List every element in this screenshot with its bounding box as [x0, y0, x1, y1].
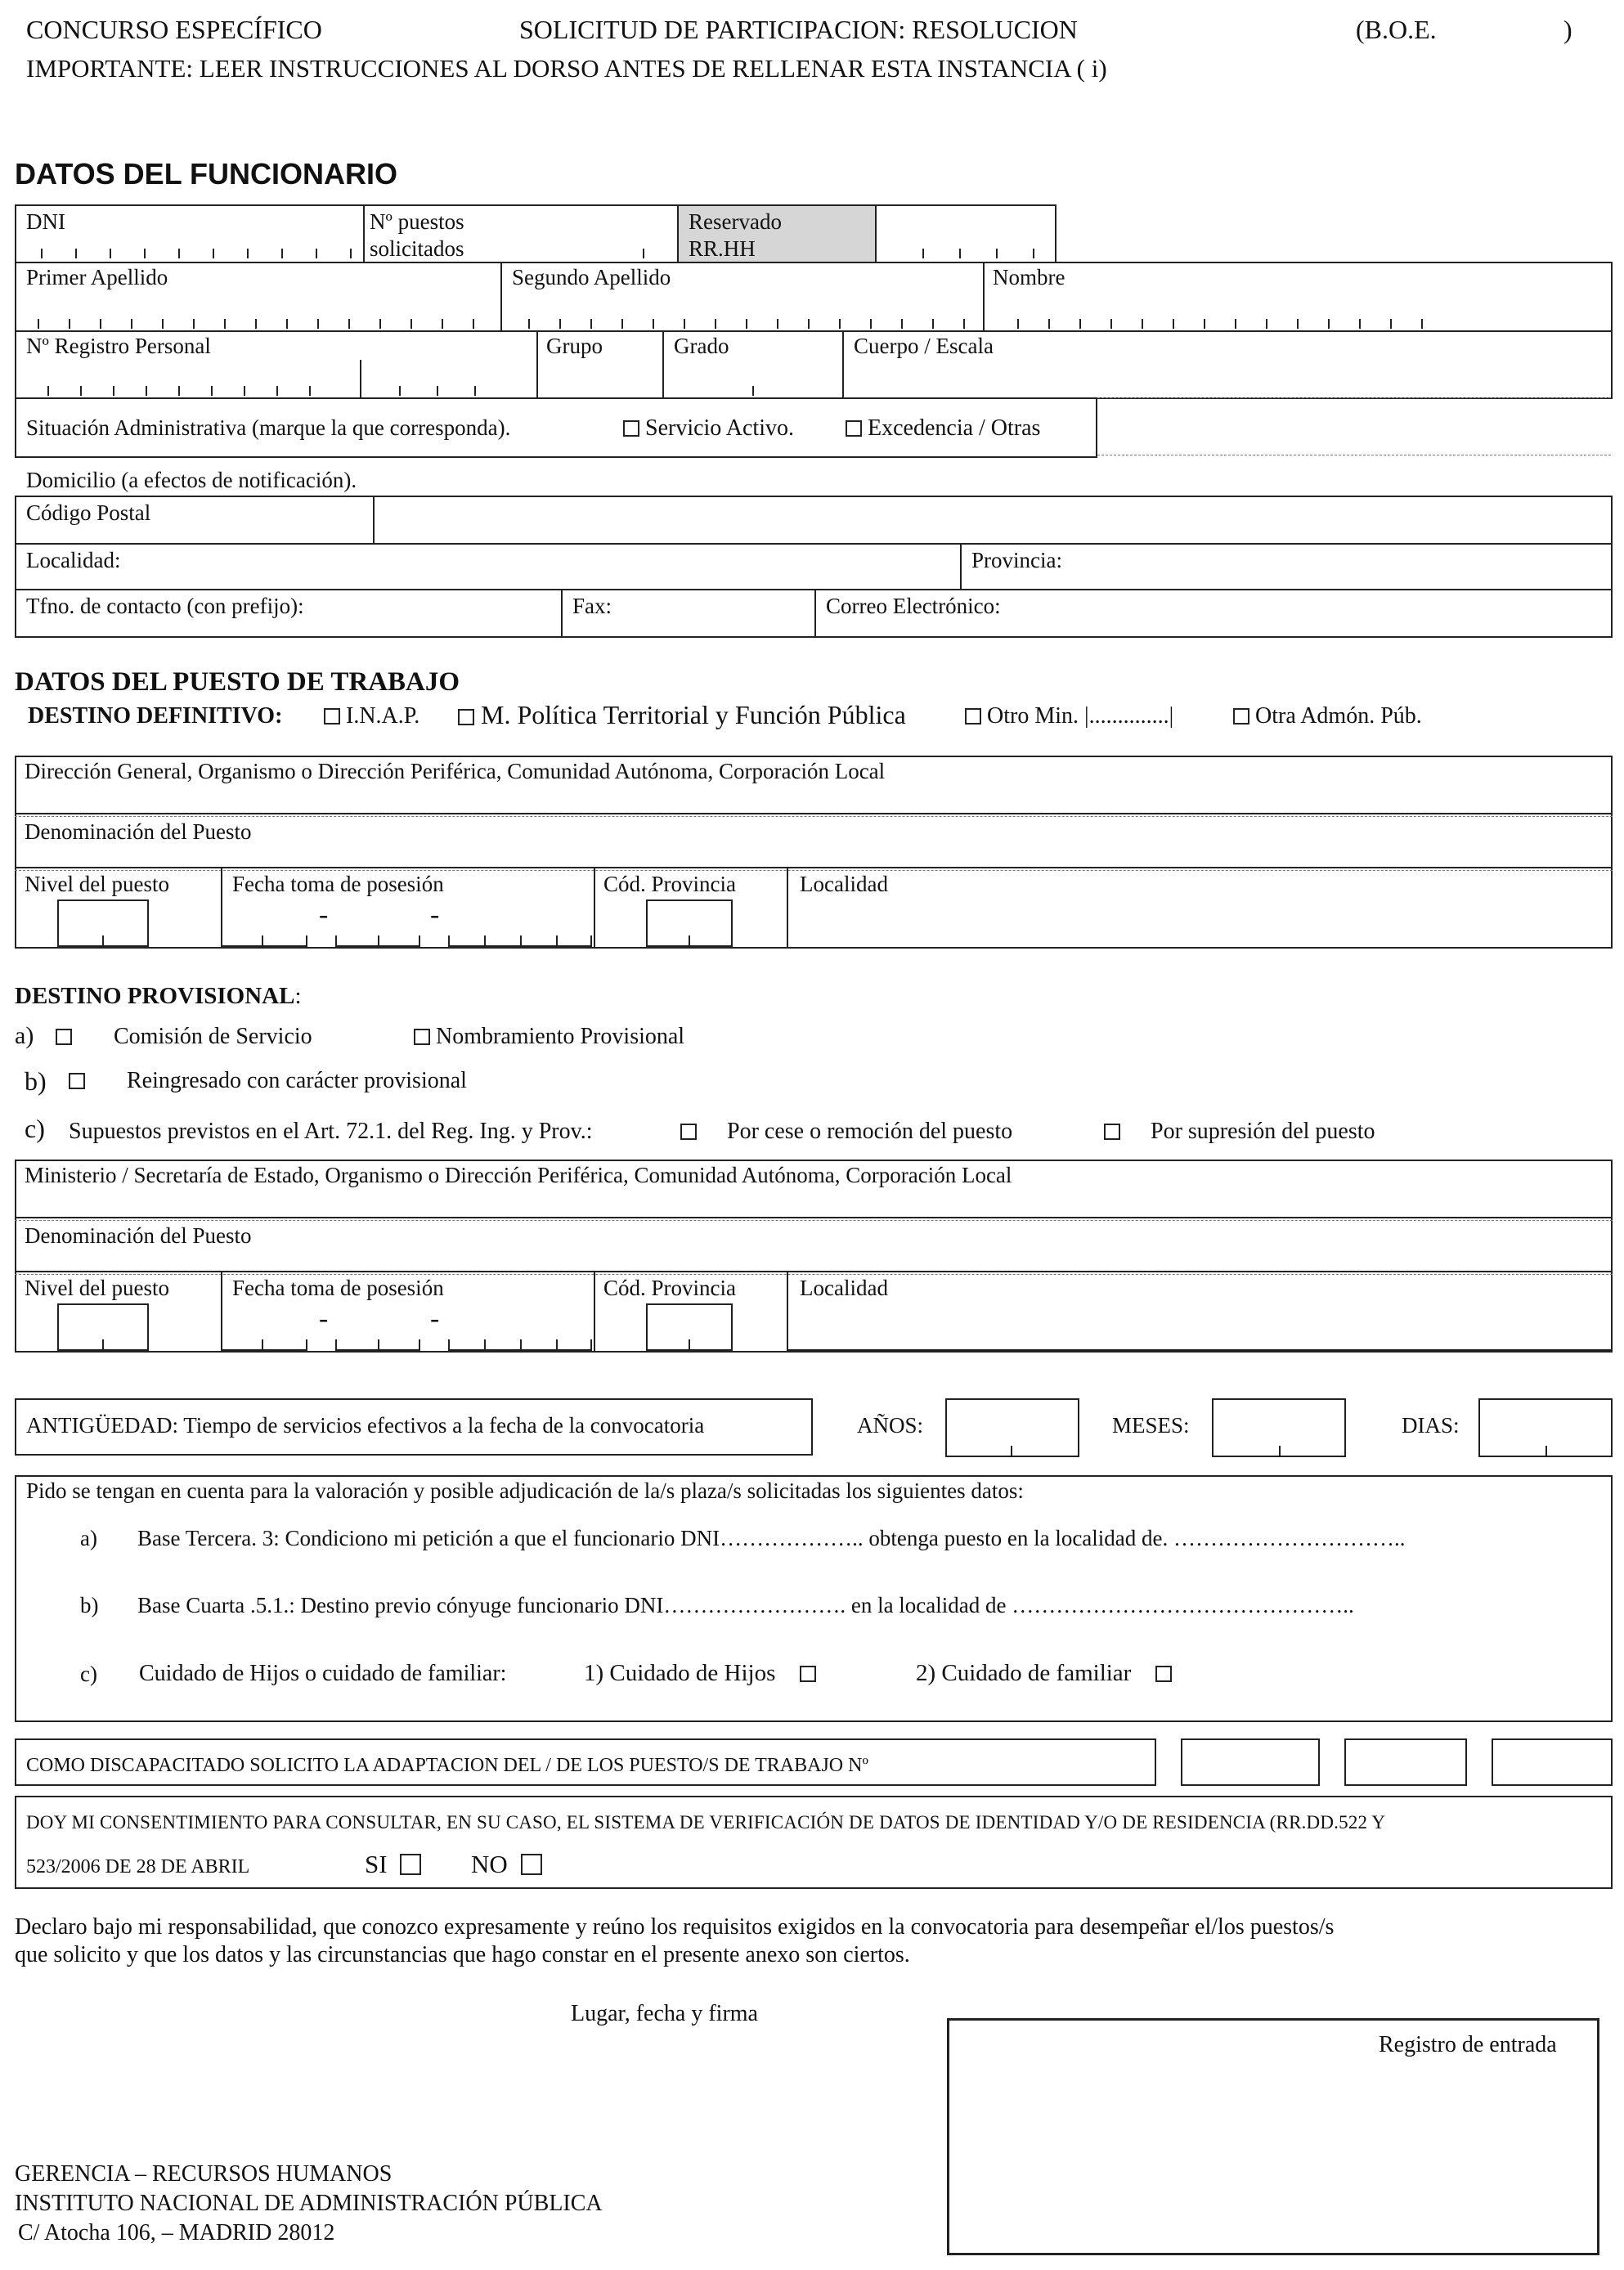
prov-localidad-label: Localidad: [800, 1276, 888, 1300]
prov-c-letter: c): [25, 1114, 45, 1143]
prov-a-letter: a): [15, 1022, 34, 1049]
header-importante: IMPORTANTE: LEER INSTRUCCIONES AL DORSO ANTES DE RELLENAR ESTA INSTANCIA ( i): [26, 54, 1107, 83]
servicio-activo-checkbox[interactable]: [623, 420, 639, 437]
localidad-puesto-label: Localidad: [800, 872, 888, 896]
ministerio-checkbox[interactable]: [458, 709, 474, 725]
consentimiento-line2: 523/2006 DE 28 DE ABRIL: [26, 1856, 250, 1877]
otro-min-checkbox[interactable]: [965, 708, 981, 725]
cuerpo-input[interactable]: [847, 360, 1608, 396]
denominacion-input[interactable]: [196, 819, 1609, 864]
domicilio-label: Domicilio (a efectos de notificación).: [26, 468, 357, 492]
cuidado-hijos-option[interactable]: [584, 1660, 816, 1687]
footer-gerencia: GERENCIA – RECURSOS HUMANOS: [15, 2161, 393, 2187]
cuidado-familiar-label: 2) Cuidado de familiar: [916, 1660, 1132, 1686]
servicio-activo-label: Servicio Activo.: [645, 415, 794, 441]
cuidado-familiar-option[interactable]: [916, 1660, 1172, 1687]
firma-area[interactable]: [458, 2036, 883, 2159]
correo-label: Correo Electrónico:: [826, 594, 1001, 618]
cese-checkbox[interactable]: [680, 1124, 697, 1140]
otra-admon-checkbox[interactable]: [1233, 708, 1249, 725]
prov-fecha-sep-1: -: [319, 1303, 329, 1334]
codigo-postal-input[interactable]: [376, 499, 1608, 541]
cuerpo-label: Cuerpo / Escala: [854, 334, 994, 358]
consentimiento-no-label: NO: [471, 1850, 508, 1878]
puestos-ticks: [643, 247, 675, 260]
footer-instituto: INSTITUTO NACIONAL DE ADMINISTRACIÓN PÚBLICA: [15, 2191, 603, 2216]
fecha-sep-2: -: [430, 899, 440, 930]
destino-provisional-title: DESTINO PROVISIONAL:: [15, 983, 302, 1009]
prov-denominacion-label: Denominación del Puesto: [25, 1223, 252, 1248]
consentimiento-no-checkbox[interactable]: [521, 1854, 542, 1875]
valoracion-a-text[interactable]: Base Tercera. 3: Condiciono mi petición a que el funcionario DNI……………….. obtenga puesto en la localidad de. …………………………..: [137, 1526, 1406, 1550]
excedencia-option[interactable]: [846, 415, 1040, 442]
valoracion-intro: Pido se tengan en cuenta para la valoración y posible adjudicación de la/s plaza/s solicitadas los siguientes datos:: [26, 1478, 1024, 1503]
reservado-ticks: [922, 247, 1037, 260]
localidad-label: Localidad:: [26, 548, 121, 572]
header-concurso: CONCURSO ESPECÍFICO: [26, 15, 322, 44]
localidad-puesto-input[interactable]: [790, 899, 1609, 945]
dni-ticks: [41, 247, 352, 260]
dni-label: DNI: [26, 209, 65, 234]
declaracion-line1: Declaro bajo mi responsabilidad, que conozco expresamente y reúno los requisitos exigidos en la convocatoria para desempeñar el/los puestos/s: [15, 1914, 1335, 1940]
lugar-fecha-firma: Lugar, fecha y firma: [571, 2001, 758, 2026]
puestos-label: Nº puestos solicitados: [370, 209, 464, 261]
comision-label: Comisión de Servicio: [114, 1024, 312, 1049]
nombramiento-checkbox[interactable]: [414, 1029, 430, 1045]
section-title-puesto: DATOS DEL PUESTO DE TRABAJO: [15, 667, 460, 697]
opt-otra-admon[interactable]: [1233, 703, 1422, 729]
reservado-label: Reservado RR.HH: [689, 209, 782, 261]
ministerio-label: M. Política Territorial y Función Pública: [481, 700, 906, 729]
prov-nivel-label: Nivel del puesto: [25, 1276, 169, 1300]
cuidado-hijos-checkbox[interactable]: [800, 1666, 816, 1682]
reingresado-checkbox[interactable]: [69, 1073, 85, 1089]
excedencia-checkbox[interactable]: [846, 420, 862, 437]
prov-a-row: [15, 1022, 34, 1050]
otro-min-label: Otro Min. |..............|: [987, 703, 1174, 729]
destino-definitivo-label: DESTINO DEFINITIVO:: [28, 703, 283, 729]
direccion-general-label: Dirección General, Organismo o Dirección Periférica, Comunidad Autónoma, Corporación Local: [25, 759, 886, 783]
opt-ministerio[interactable]: [458, 700, 906, 730]
situacion-label: Situación Administrativa (marque la que corresponda).: [26, 415, 511, 440]
footer-direccion: C/ Atocha 106, – MADRID 28012: [18, 2220, 335, 2245]
prov-c-text: Supuestos previstos en el Art. 72.1. del Reg. Ing. y Prov.:: [69, 1119, 593, 1144]
apellido2-ticks: [528, 317, 978, 330]
supresion-checkbox[interactable]: [1104, 1124, 1120, 1140]
otra-admon-label: Otra Admón. Púb.: [1255, 703, 1422, 729]
comision-checkbox[interactable]: [56, 1029, 72, 1045]
dias-label: DIAS:: [1402, 1413, 1460, 1438]
discapacitado-puesto-3[interactable]: [1492, 1738, 1613, 1786]
consentimiento-si-label: SI: [365, 1850, 388, 1878]
grado-ticks: [752, 384, 785, 397]
nivel-label: Nivel del puesto: [25, 872, 169, 896]
discapacitado-puesto-1[interactable]: [1181, 1738, 1320, 1786]
prov-reingresado-option[interactable]: [69, 1068, 467, 1094]
prov-fecha-sep-2: -: [430, 1303, 440, 1334]
declaracion-line2: que solicito y que los datos y las circunstancias que hago constar en el presente anexo son ciertos.: [15, 1942, 910, 1967]
prov-nombramiento-option[interactable]: [414, 1024, 684, 1050]
valoracion-a-letter: a): [80, 1526, 97, 1550]
discapacitado-text: COMO DISCAPACITADO SOLICITO LA ADAPTACION DEL / DE LOS PUESTO/S DE TRABAJO Nº: [26, 1755, 868, 1776]
cuidado-familiar-checkbox[interactable]: [1155, 1666, 1172, 1682]
consentimiento-si-checkbox[interactable]: [400, 1854, 421, 1875]
prov-denominacion-input[interactable]: [196, 1223, 1609, 1267]
provincia-input[interactable]: [1079, 546, 1608, 587]
header-boe-close: ): [1563, 15, 1572, 44]
denominacion-label: Denominación del Puesto: [25, 819, 252, 844]
provincia-label: Provincia:: [971, 548, 1062, 572]
prov-fecha-label: Fecha toma de posesión: [232, 1276, 444, 1300]
grado-label: Grado: [674, 334, 729, 358]
header-boe: (B.O.E.: [1356, 15, 1437, 44]
section-title-funcionario: DATOS DEL FUNCIONARIO: [15, 157, 398, 191]
anos-label: AÑOS:: [857, 1413, 924, 1438]
nombramiento-label: Nombramiento Provisional: [436, 1024, 685, 1049]
codigo-postal-label: Código Postal: [26, 500, 151, 525]
valoracion-c-letter: c): [80, 1662, 97, 1686]
valoracion-b-text[interactable]: Base Cuarta .5.1.: Destino previo cónyuge funcionario DNI……………………. en la localidad de ………………………………………..: [137, 1593, 1354, 1617]
consentimiento-si-option[interactable]: [365, 1850, 421, 1879]
prov-localidad-input[interactable]: [790, 1303, 1609, 1349]
prov-cod-provincia-label: Cód. Provincia: [603, 1276, 736, 1300]
prov-b-letter: b): [25, 1066, 47, 1096]
prov-supresion-option[interactable]: [1104, 1119, 1375, 1145]
opt-inap[interactable]: [324, 703, 419, 729]
fecha-posesion-label: Fecha toma de posesión: [232, 872, 444, 896]
nombre-ticks: [1017, 317, 1442, 330]
cese-label: Por cese o remoción del puesto: [727, 1119, 1013, 1144]
inap-label: I.N.A.P.: [346, 703, 420, 729]
prov-comision-option[interactable]: [56, 1024, 312, 1050]
primer-apellido-label: Primer Apellido: [26, 265, 168, 289]
cod-provincia-label: Cód. Provincia: [603, 872, 736, 896]
prov-ministerio-input[interactable]: [18, 1189, 1609, 1215]
direccion-general-input[interactable]: [18, 785, 1609, 811]
valoracion-c-text: Cuidado de Hijos o cuidado de familiar:: [139, 1661, 507, 1686]
nombre-label: Nombre: [993, 265, 1065, 289]
apellido1-ticks: [38, 317, 496, 330]
grupo-input[interactable]: [541, 360, 657, 396]
segundo-apellido-label: Segundo Apellido: [512, 265, 671, 289]
opt-otro-min[interactable]: [965, 703, 1173, 729]
header-solicitud: SOLICITUD DE PARTICIPACION: RESOLUCION: [519, 15, 1078, 44]
meses-label: MESES:: [1112, 1413, 1190, 1438]
discapacitado-puesto-2[interactable]: [1344, 1738, 1467, 1786]
reingresado-label: Reingresado con carácter provisional: [127, 1068, 467, 1093]
prov-ministerio-label: Ministerio / Secretaría de Estado, Organismo o Dirección Periférica, Comunidad Autónoma, Corporación Local: [25, 1163, 1012, 1187]
consentimiento-line1: DOY MI CONSENTIMIENTO PARA CONSULTAR, EN SU CASO, EL SISTEMA DE VERIFICACIÓN DE DATOS DE IDENTIDAD Y/O DE RESIDENCIA (RR.DD.522 Y: [26, 1812, 1386, 1833]
grupo-label: Grupo: [546, 334, 603, 358]
registro-label: Nº Registro Personal: [26, 334, 211, 358]
inap-checkbox[interactable]: [324, 708, 340, 725]
consentimiento-box: [15, 1796, 1613, 1889]
fecha-sep-1: -: [319, 899, 329, 930]
telefono-label: Tfno. de contacto (con prefijo):: [26, 594, 304, 618]
supresion-label: Por supresión del puesto: [1151, 1119, 1375, 1144]
registro-ticks: [47, 384, 530, 397]
cuidado-hijos-label: 1) Cuidado de Hijos: [584, 1660, 776, 1686]
prov-cese-option[interactable]: [680, 1119, 1012, 1145]
localidad-input[interactable]: [131, 546, 955, 587]
antiguedad-label: ANTIGÜEDAD: Tiempo de servicios efectivos a la fecha de la convocatoria: [26, 1413, 705, 1438]
valoracion-b-letter: b): [80, 1593, 99, 1617]
excedencia-label: Excedencia / Otras: [868, 415, 1041, 441]
servicio-activo-option[interactable]: [623, 415, 794, 442]
consentimiento-no-option[interactable]: [471, 1850, 542, 1879]
fax-label: Fax:: [572, 594, 612, 618]
registro-entrada-label: Registro de entrada: [1379, 2032, 1557, 2057]
